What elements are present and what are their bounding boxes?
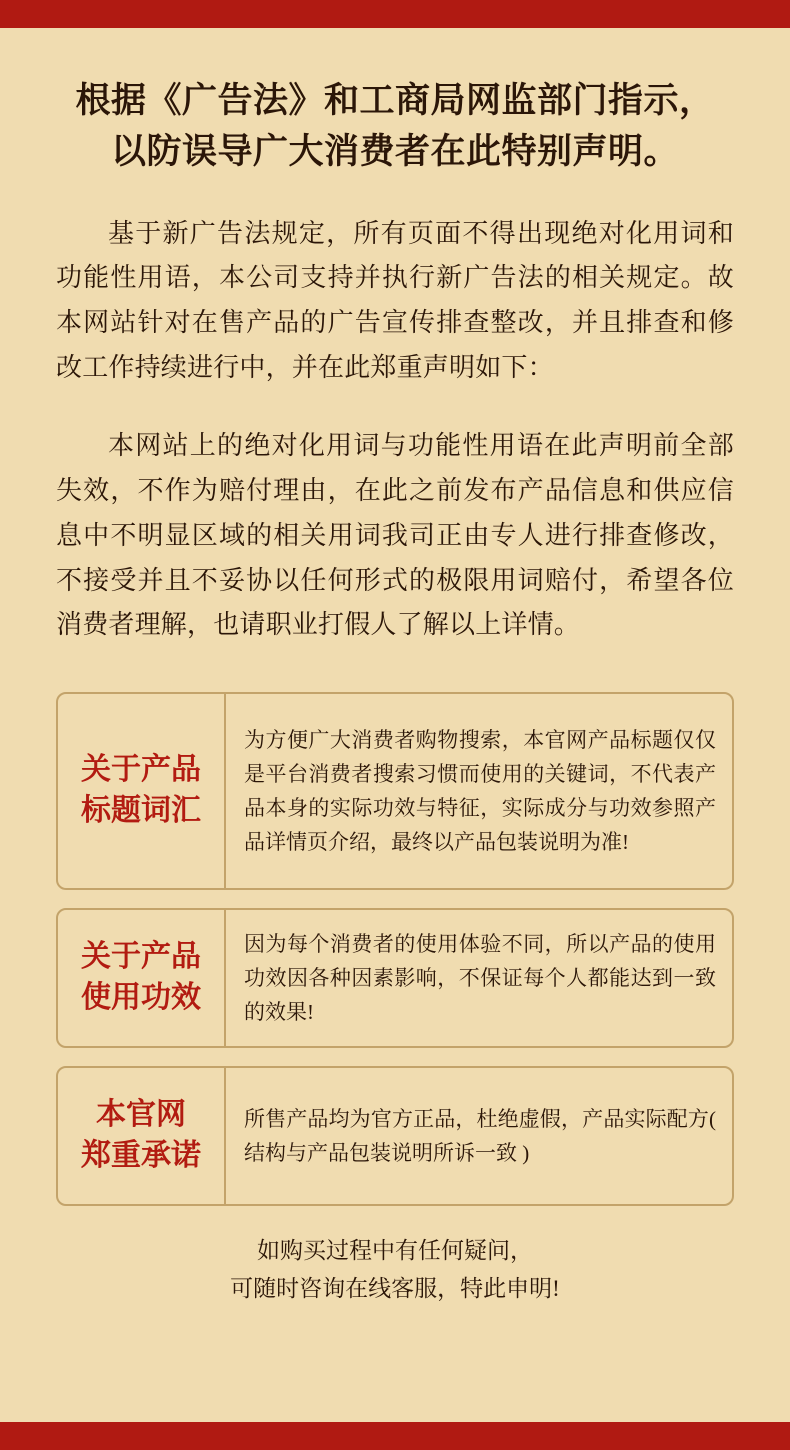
card-label-line-2: 标题词汇	[81, 793, 201, 827]
card-body: 为方便广大消费者购物搜索，本官网产品标题仅仅是平台消费者搜索习惯而使用的关键词，不代表产品本身的实际功效与特征，实际成分与功效参照产品详情页介绍，最终以产品包装说明为准!	[244, 727, 716, 854]
card-label-line-2: 使用功效	[81, 980, 201, 1014]
card-label-line-1: 关于产品	[81, 940, 201, 974]
statement-card-list	[56, 692, 734, 1206]
card-label-line-1: 关于产品	[81, 753, 201, 787]
footer-line-1: 如购买过程中有任何疑问，	[257, 1237, 533, 1263]
card-label	[58, 694, 226, 888]
statement-panel	[0, 28, 790, 1422]
card-body: 所售产品均为官方正品，杜绝虚假，产品实际配方( 结构与产品包装说明所诉一致 )	[244, 1106, 716, 1165]
statement-card	[56, 1066, 734, 1206]
statement-card	[56, 692, 734, 890]
card-label-line-2: 郑重承诺	[81, 1138, 201, 1172]
card-label	[58, 1068, 226, 1204]
card-body: 因为每个消费者的使用体验不同，所以产品的使用功效因各种因素影响，不保证每个人都能达到一致的效果!	[244, 931, 716, 1024]
statement-paragraph-2: 本网站上的绝对化用词与功能性用语在此声明前全部失效，不作为赔付理由，在此之前发布产品信息和供应信息中不明显区域的相关用词我司正由专人进行排查修改，不接受并且不妥协以任何形式的极限用词赔付，希望各位消费者理解，也请职业打假人了解以上详情。	[56, 431, 734, 640]
footer-note	[56, 1232, 734, 1308]
statement-paragraph-1: 基于新广告法规定，所有页面不得出现绝对化用词和功能性用语，本公司支持并执行新广告法的相关规定。故本网站针对在售产品的广告宣传排查整改，并且排查和修改工作持续进行中，并在此郑重声明如下：	[56, 218, 734, 382]
footer-line-2: 可随时咨询在线客服，特此申明!	[230, 1275, 560, 1301]
page-title-line-1: 根据《广告法》和工商局网监部门指示，	[75, 81, 715, 120]
card-label-line-1: 本官网	[96, 1098, 186, 1132]
statement-card	[56, 908, 734, 1048]
card-label	[58, 910, 226, 1046]
page-title-line-2: 以防误导广大消费者在此特别声明。	[110, 131, 679, 171]
page-title	[56, 28, 734, 178]
